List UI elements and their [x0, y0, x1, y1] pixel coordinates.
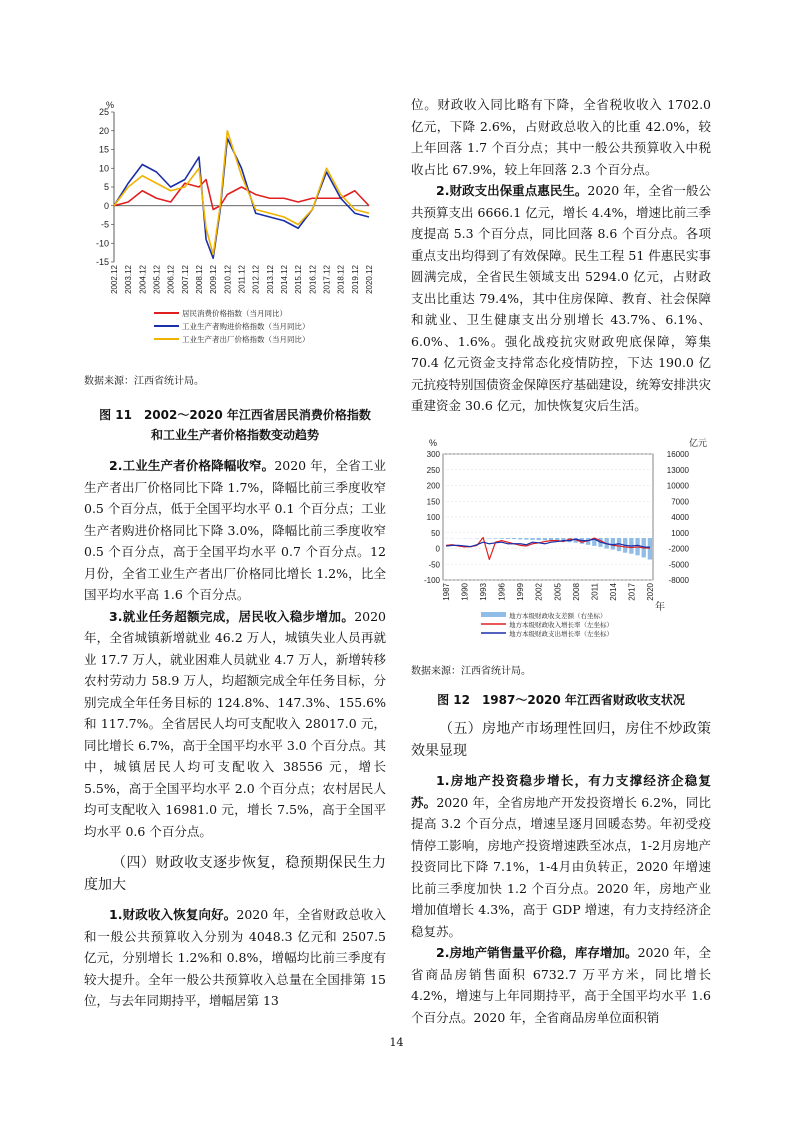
- fig11-caption: [84, 405, 386, 445]
- bar-balance: [500, 538, 504, 539]
- x-tick-label: 2014: [608, 583, 618, 601]
- right-tick-label: 4000: [671, 513, 689, 522]
- paragraph-body: 2020 年，全省房地产开发投资增长 6.2%，同比提高 3.2 个百分点，增速呈逐月回暖态势。年初受疫情停工影响，房地产投资增速跌至冰点，1-2月房地产投资同比下降 7.1%，1-4月由负转正，2020 年增速比前三季度加快 1.2 个百分点。2020 年，房地产业增加值增长 4.3%，高于 GDP 增速，有力支持经济企稳复苏。: [411, 794, 711, 939]
- bar-balance: [506, 538, 510, 539]
- left-tick-label: 0: [435, 544, 440, 554]
- left-tick-label: 50: [431, 528, 440, 538]
- right-tick-label: -2000: [668, 544, 689, 554]
- x-tick-label: 2011: [590, 583, 600, 601]
- paragraph-heading: 1.财政收入恢复向好。: [109, 907, 237, 922]
- right-tick-label: 10000: [666, 481, 689, 491]
- y-tick-label: -5: [100, 219, 109, 230]
- paragraph-heading: 2.房地产销售量平价稳，库存增加。: [436, 945, 638, 960]
- left-tick-label: -100: [423, 576, 440, 585]
- x-tick-label: 2006.12: [166, 265, 176, 294]
- bar-balance: [518, 538, 522, 539]
- x-tick-label: 2018.12: [336, 265, 346, 294]
- y-tick-label: 10: [98, 163, 109, 174]
- paragraph-heading: 2.工业生产者价格降幅收窄。: [109, 458, 275, 473]
- x-tick-label: 2002.12: [110, 265, 119, 294]
- paragraph-heading: 3.就业任务超额完成，居民收入稳步增加。: [109, 608, 355, 624]
- x-axis-unit: 年: [655, 602, 665, 613]
- left-column-text: [84, 455, 386, 1012]
- x-tick-label: 1990: [460, 583, 470, 601]
- y-tick-label: -15: [95, 257, 109, 267]
- x-tick-label: 2020: [645, 583, 655, 601]
- paragraph-body: 2020 年，全省商品房销售面积 6732.7 万平方米，同比增长 4.2%，增速与上年同期持平，高于全国平均水平 1.6 个百分点。2020 年，全省商品房单位面积销: [411, 945, 711, 1025]
- chart-fig12: [411, 432, 711, 642]
- right-tick-label: -5000: [668, 560, 689, 570]
- paragraph-real-estate-sales: [411, 942, 711, 1028]
- paragraph-body: 2020 年，全省一般公共预算支出 6666.1 亿元，增长 4.4%，增速比前三季度提高 5.3 个百分点，同比回落 8.6 个百分点。各项重点支出均得到了有效保障。民生工程 51 件惠民实事圆满完成，全省民生领域支出 5294.0 亿元，占财政支出比重达 79.4%，其中住房保障、教育、社会保障和就业、卫生健康支出分别增长 43.7%、6.1%、6.0%、1.6%。强化战疫抗灾财政兜底保障，筹集 70.4 亿元资金支持常态化疫情防控，下达 190.0 亿元抗疫特别国债资金保障医疗基础建设，统筹安排洪灾重建资金 30.6 亿元，加快恢复灾后生活。: [411, 183, 712, 413]
- bar-balance: [648, 538, 652, 560]
- left-tick-label: 150: [426, 497, 440, 507]
- series-line-3: [114, 131, 369, 255]
- x-tick-label: 2013.12: [265, 265, 275, 294]
- paragraph-fiscal-spending: [411, 180, 711, 417]
- paragraph-fiscal-continued: 位。财政收入同比略有下降，全省税收收入 1702.0 亿元，下降 2.6%，占财政总收入的比重 42.0%，较上年回落 1.7 个百分点；其中一般公共预算收入中税收占比 67.9%，较上年回落 2.3 个百分点。: [411, 97, 711, 177]
- chart-fig11: [84, 98, 384, 348]
- x-tick-label: 2015.12: [294, 265, 304, 294]
- right-tick-label: -8000: [668, 576, 689, 585]
- right-tick-label: 1000: [671, 528, 689, 538]
- x-tick-label: 2012.12: [251, 265, 261, 294]
- y-tick-label: 5: [103, 182, 109, 192]
- right-tick-label: 16000: [666, 450, 689, 459]
- x-tick-label: 2017.12: [322, 265, 332, 294]
- bar-balance: [493, 538, 497, 539]
- bar-balance: [512, 538, 516, 539]
- legend-label: 地方本级财政收支差额（右坐标）: [509, 613, 607, 620]
- legend-label: 工业生产者购进价格指数（当月同比）: [182, 322, 310, 331]
- x-tick-label: 2004.12: [138, 265, 148, 294]
- paragraph-industry-price: [84, 455, 386, 606]
- y-tick-label: 20: [98, 125, 109, 136]
- legend-label: 居民消费价格指数（当月同比）: [182, 309, 287, 318]
- fig11-caption-line1: 图 11 2002～2020 年江西省居民消费价格指数: [99, 408, 371, 422]
- paragraph-fiscal-revenue: [84, 904, 386, 1012]
- x-tick-label: 1993: [479, 583, 489, 601]
- paragraph-body: 2020 年，全省财政总收入和一般公共预算收入分别为 4048.3 亿元和 2507.5 亿元，分别增长 1.2%和 0.8%，增幅均比前三季度有较大提升。全年一般公共预算收入总量在全国排第 15 位，与去年同期持平，增幅居第 13: [84, 907, 386, 1008]
- y-axis-unit: %: [106, 100, 115, 110]
- y-tick-label: -10: [95, 238, 109, 249]
- bar-balance: [543, 538, 547, 540]
- legend-swatch: [481, 612, 506, 617]
- x-tick-label: 2002: [534, 583, 544, 601]
- y-tick-label: 15: [98, 144, 109, 155]
- x-tick-label: 2005.12: [152, 265, 162, 294]
- paragraph-body: 2020 年，全省工业生产者出厂价格同比下降 1.7%，降幅比前三季度收窄 0.5 个百分点，低于全国平均水平 0.1 个百分点；工业生产者购进价格同比下降 3.0%，降幅比前三季度收窄 0.5 个百分点，高于全国平均水平 0.7 个百分点。12 月份，全省工业生产者出厂价格同比增长 1.2%，比全国平均水平高 1.6 个百分点。: [84, 458, 386, 602]
- y-tick-label: 0: [103, 200, 109, 211]
- legend-label: 工业生产者出厂价格指数（当月同比）: [182, 335, 310, 344]
- right-tick-label: 7000: [671, 497, 689, 507]
- fig12-source: 数据来源：江西省统计局。: [411, 666, 531, 677]
- x-tick-label: 1996: [497, 583, 507, 601]
- bar-balance: [537, 538, 541, 540]
- right-axis-unit: 亿元: [689, 438, 708, 448]
- right-column-text-bottom: [411, 718, 711, 1028]
- x-tick-label: 2011.12: [237, 265, 247, 294]
- legend-label: 地方本级财政收入增长率（左坐标）: [509, 622, 613, 629]
- x-tick-label: 1987: [442, 583, 452, 601]
- right-tick-label: 13000: [666, 465, 689, 475]
- left-tick-label: 250: [426, 465, 440, 475]
- x-tick-label: 1999: [516, 583, 526, 601]
- paragraph-heading: 1.房地产投资稳步增长，有力支撑经济企稳复苏。: [411, 773, 711, 810]
- series-line-1: [114, 180, 369, 210]
- x-tick-label: 2019.12: [350, 265, 360, 294]
- paragraph-body: 2020 年，全省城镇新增就业 46.2 万人，城镇失业人员再就业 17.7 万人，就业困难人员就业 4.7 万人，新增转移农村劳动力 58.9 万人，均超额完成全年任务目标，分别完成全年任务目标的 124.8%、147.3%、155.6%和 117.7%。全省居民人均可支配收入 28017.0 元，同比增长 6.7%，高于全国平均水平 3.0 个百分点。其中，城镇居民人均可支配收入 38556 元，增长 5.5%，高于全国平均水平 2.0 个百分点；农村居民人均可支配收入 16981.0 元，增长 7.5%，高于全国平均水平 0.6 个百分点。: [84, 608, 386, 839]
- paragraph-heading: 2.财政支出保重点惠民生。: [436, 183, 588, 198]
- bar-balance: [524, 538, 528, 540]
- x-tick-label: 2020.12: [365, 265, 374, 294]
- left-tick-label: 100: [426, 513, 440, 522]
- bar-balance: [487, 538, 491, 539]
- x-tick-label: 2017: [627, 583, 637, 601]
- bar-balance: [611, 538, 615, 550]
- x-tick-label: 2014.12: [280, 265, 289, 294]
- fig11-source: 数据来源：江西省统计局。: [84, 376, 204, 387]
- fig12-caption: 图 12 1987～2020 年江西省财政收支状况: [437, 693, 685, 707]
- paragraph-employment: [84, 606, 386, 843]
- x-tick-label: 2003.12: [124, 265, 134, 294]
- x-tick-label: 2010.12: [223, 265, 233, 294]
- x-tick-label: 2008: [571, 583, 581, 601]
- x-tick-label: 2016.12: [308, 265, 318, 294]
- fig11-caption-line2: 和工业生产者价格指数变动趋势: [150, 428, 319, 442]
- legend-label: 地方本级财政支出增长率（左坐标）: [509, 631, 613, 638]
- page-number: 14: [389, 1036, 404, 1049]
- y-tick-label: 25: [98, 107, 109, 117]
- section4-title: （四）财政收支逐步恢复，稳预期保民生力度加大: [84, 855, 386, 893]
- left-tick-label: -50: [428, 560, 440, 570]
- x-tick-label: 2008.12: [195, 265, 204, 294]
- left-axis-unit: %: [429, 438, 438, 448]
- bar-balance: [530, 538, 534, 540]
- left-tick-label: 200: [426, 481, 440, 491]
- x-tick-label: 2005: [553, 583, 563, 601]
- x-tick-label: 2009.12: [209, 265, 219, 294]
- right-column-text-top: [411, 94, 711, 417]
- left-tick-label: 300: [426, 450, 440, 459]
- paragraph-real-estate-invest: [411, 770, 711, 942]
- x-tick-label: 2007.12: [180, 265, 190, 294]
- section5-title: （五）房地产市场理性回归，房住不炒政策效果显现: [411, 721, 711, 759]
